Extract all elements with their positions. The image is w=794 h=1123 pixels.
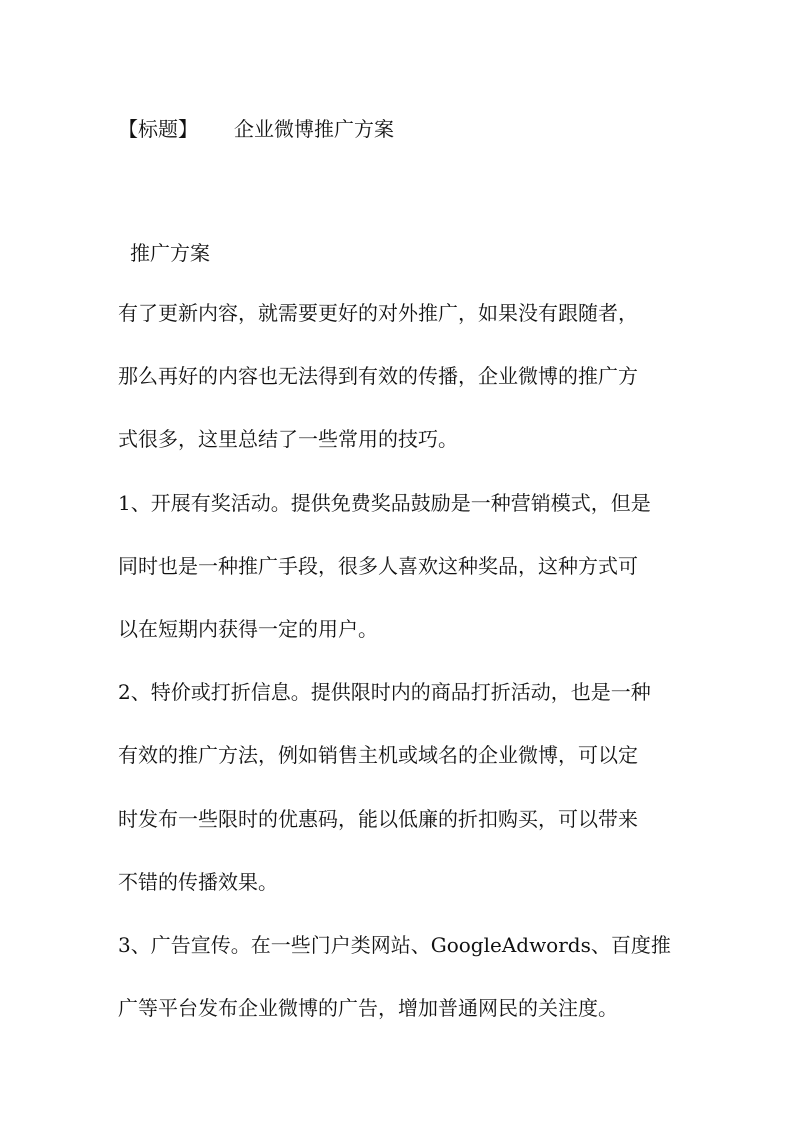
document-title (118, 114, 394, 144)
paragraph-line: 广等平台发布企业微博的广告，增加普通网民的关注度。 (118, 996, 618, 1021)
section-heading: 推广方案 (130, 241, 210, 265)
paragraph-line: 时发布一些限时的优惠码，能以低廉的折扣购买，可以带来 (118, 806, 638, 831)
paragraph-line: 3、广告宣传。在一些门户类网站、GoogleAdwords、百度推 (118, 932, 671, 957)
title-label: 【标题】 (118, 117, 198, 141)
paragraph-line: 那么再好的内容也无法得到有效的传播，企业微博的推广方 (118, 364, 638, 389)
paragraph-line: 有了更新内容，就需要更好的对外推广，如果没有跟随者， (118, 301, 638, 325)
paragraph-line: 同时也是一种推广手段，很多人喜欢这种奖品，这种方式可 (118, 553, 638, 578)
paragraph-line: 以在短期内获得一定的用户。 (118, 616, 378, 641)
paragraph-line: 2、特价或打折信息。提供限时内的商品打折活动，也是一种 (118, 680, 651, 705)
paragraph-line: 1、开展有奖活动。提供免费奖品鼓励是一种营销模式，但是 (118, 490, 651, 515)
paragraph-line: 有效的推广方法，例如销售主机或域名的企业微博，可以定 (118, 743, 638, 768)
body-text (118, 282, 686, 1040)
title-text: 企业微博推广方案 (234, 117, 394, 141)
paragraph-line: 式很多，这里总结了一些常用的技巧。 (118, 427, 458, 452)
paragraph-line: 不错的传播效果。 (118, 869, 278, 894)
